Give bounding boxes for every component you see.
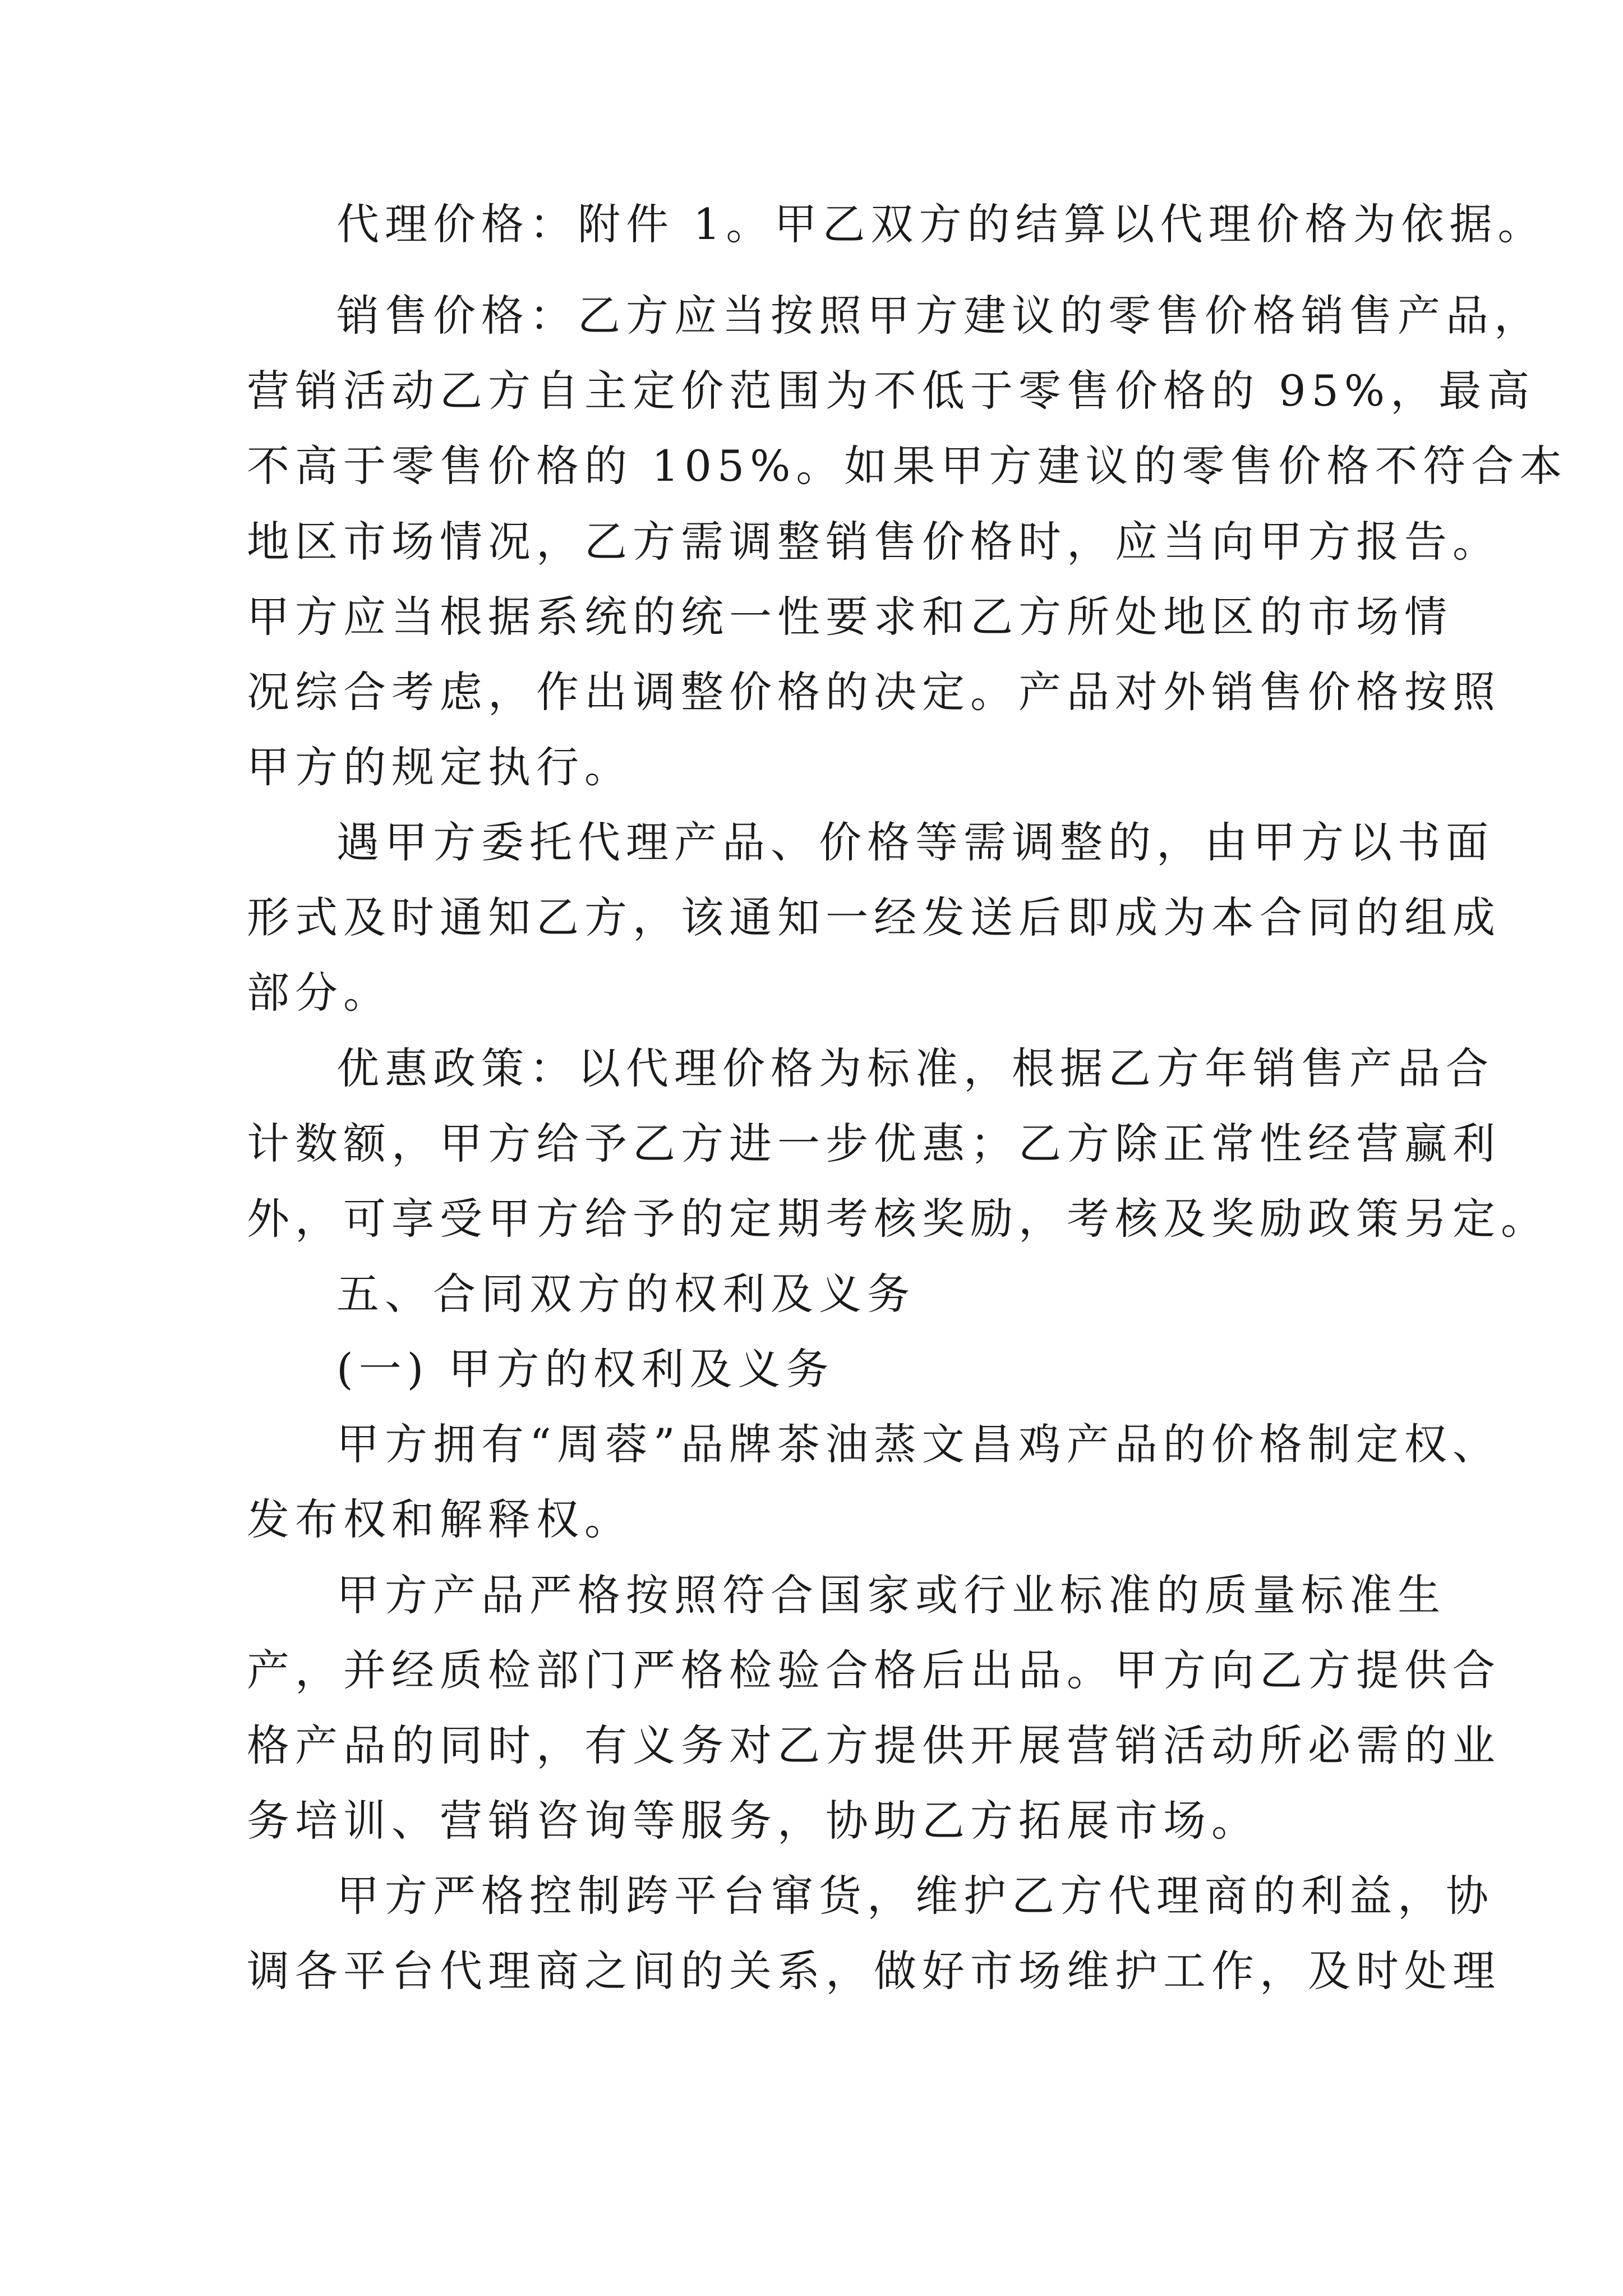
subsection-heading: (一) 甲方的权利及义务 [336,1344,834,1394]
paragraph-line: 营销活动乙方自主定价范围为不低于零售价格的 95%，最高 [247,366,1536,416]
paragraph-line: 不高于零售价格的 105%。如果甲方建议的零售价格不符合本 [247,441,1568,491]
paragraph-line: 况综合考虑，作出调整价格的决定。产品对外销售价格按照 [247,667,1501,717]
paragraph-line: 产，并经质检部门严格检验合格后出品。甲方向乙方提供合 [247,1645,1501,1695]
paragraph-line: 甲方的规定执行。 [247,742,633,792]
paragraph-line: 销售价格：乙方应当按照甲方建议的零售价格销售产品， [336,291,1542,341]
paragraph-line: 代理价格：附件 1。甲乙双方的结算以代理价格为依据。 [336,199,1546,249]
paragraph-line: 外，可享受甲方给予的定期考核奖励，考核及奖励政策另定。 [247,1194,1549,1244]
paragraph-line: 发布权和解释权。 [247,1494,633,1544]
paragraph-line: 甲方产品严格按照符合国家或行业标准的质量标准生 [336,1570,1446,1620]
paragraph-line: 甲方应当根据系统的统一性要求和乙方所处地区的市场情 [247,592,1453,642]
paragraph-line: 甲方严格控制跨平台窜货，维护乙方代理商的利益，协 [336,1871,1494,1921]
paragraph-line: 优惠政策：以代理价格为标准，根据乙方年销售产品合 [336,1043,1494,1093]
paragraph-line: 地区市场情况，乙方需调整销售价格时，应当向甲方报告。 [247,517,1501,567]
paragraph-line: 遇甲方委托代理产品、价格等需调整的，由甲方以书面 [336,817,1494,867]
paragraph-line: 务培训、营销咨询等服务，协助乙方拓展市场。 [247,1796,1260,1846]
section-heading: 五、合同双方的权利及义务 [336,1269,915,1319]
paragraph-line: 部分。 [247,968,391,1018]
paragraph-line: 格产品的同时，有义务对乙方提供开展营销活动所必需的业 [247,1720,1501,1770]
paragraph-line: 形式及时通知乙方，该通知一经发送后即成为本合同的组成 [247,892,1501,942]
paragraph-line: 计数额，甲方给予乙方进一步优惠；乙方除正常性经营赢利 [247,1119,1501,1168]
paragraph-line: 调各平台代理商之间的关系，做好市场维护工作，及时处理 [247,1946,1501,1996]
paragraph-line: 甲方拥有“周蓉”品牌茶油蒸文昌鸡产品的价格制定权、 [336,1419,1501,1469]
